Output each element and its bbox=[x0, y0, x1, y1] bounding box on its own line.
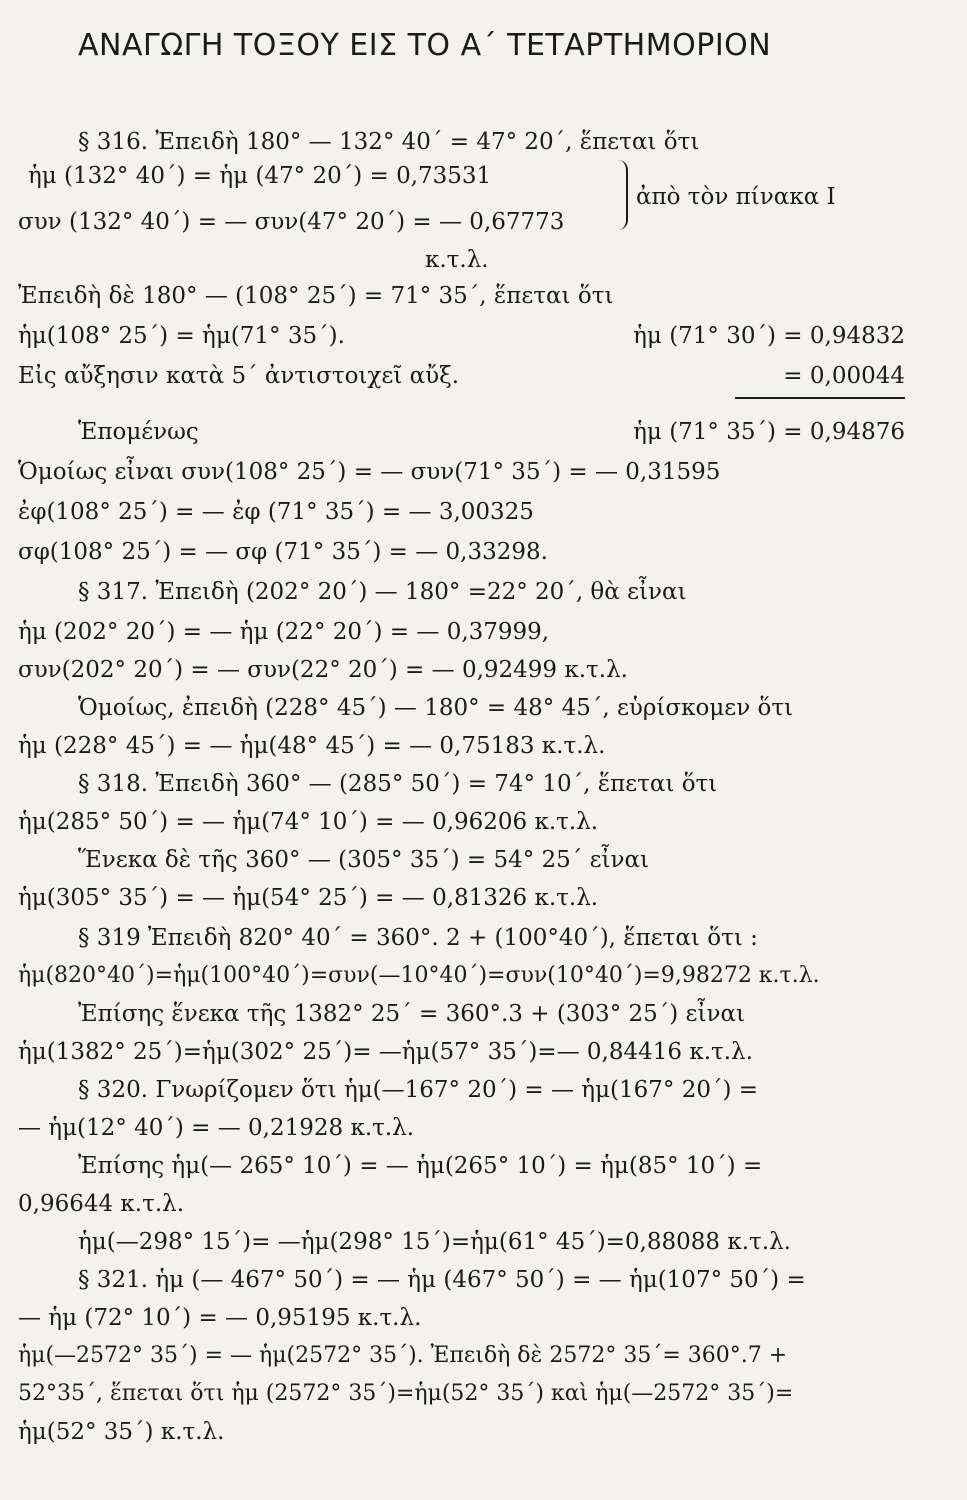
brace-note: ἀπὸ τὸν πίνακα I bbox=[636, 184, 836, 210]
text-line: Ὁμοίως, ἐπειδὴ (228° 45΄) — 180° = 48° 45΄, εὑρίσκομεν ὅτι bbox=[78, 695, 794, 721]
equation-line: ἡμ(305° 35΄) = — ἡμ(54° 25΄) = — 0,81326 κ.τ.λ. bbox=[18, 885, 599, 911]
equation-line: ἡμ(820°40΄)=ἡμ(100°40΄)=συν(—10°40΄)=συν(10°40΄)=9,98272 κ.τ.λ. bbox=[18, 963, 820, 988]
text-line: Εἰς αὔξησιν κατὰ 5΄ ἀντιστοιχεῖ αὔξ. bbox=[18, 363, 460, 389]
equation-line: ἡμ(108° 25΄) = ἡμ(71° 35΄). bbox=[18, 323, 345, 349]
equation-line: συν(202° 20΄) = — συν(22° 20΄) = — 0,92499 κ.τ.λ. bbox=[18, 657, 628, 683]
text-line: Ἐπίσης ἡμ(— 265° 10΄) = — ἡμ(265° 10΄) = ἡμ(85° 10΄) = bbox=[78, 1153, 763, 1179]
equation-line: ἡμ(1382° 25΄)=ἡμ(302° 25΄)= —ἡμ(57° 35΄)=— 0,84416 κ.τ.λ. bbox=[18, 1039, 753, 1065]
table-value-line: ἡμ (71° 30΄) = 0,94832 bbox=[633, 323, 905, 349]
increment-value: = 0,00044 bbox=[783, 363, 905, 389]
text-line: Ἐπειδὴ δὲ 180° — (108° 25΄) = 71° 35΄, ἕπεται ὅτι bbox=[18, 283, 614, 309]
equation-line: 0,96644 κ.τ.λ. bbox=[18, 1191, 185, 1217]
text-line: Ἕνεκα δὲ τῆς 360° — (305° 35΄) = 54° 25΄ εἶναι bbox=[78, 847, 650, 873]
text-line: Ἑπομένως bbox=[78, 419, 199, 445]
brace-mark bbox=[614, 160, 628, 230]
equation-line: ἐφ(108° 25΄) = — ἐφ (71° 35΄) = — 3,00325 bbox=[18, 499, 534, 525]
section-318-line: § 318. Ἐπειδὴ 360° — (285° 50΄) = 74° 10΄, ἕπεται ὅτι bbox=[78, 771, 718, 797]
equation-line: συν (132° 40΄) = — συν(47° 20΄) = — 0,67773 bbox=[18, 209, 565, 235]
text-line: Ἐπίσης ἕνεκα τῆς 1382° 25΄ = 360°.3 + (303° 25΄) εἶναι bbox=[78, 1001, 746, 1027]
equation-line: ἡμ (228° 45΄) = — ἡμ(48° 45΄) = — 0,75183 κ.τ.λ. bbox=[18, 733, 606, 759]
equation-line: Ὁμοίως εἶναι συν(108° 25΄) = — συν(71° 35΄) = — 0,31595 bbox=[18, 459, 721, 485]
section-320-line: § 320. Γνωρίζομεν ὅτι ἡμ(—167° 20΄) = — ἡμ(167° 20΄) = bbox=[78, 1077, 759, 1103]
equation-line: ἡμ(52° 35΄) κ.τ.λ. bbox=[18, 1419, 225, 1445]
result-value-line: ἡμ (71° 35΄) = 0,94876 bbox=[633, 419, 905, 445]
equation-line: ἡμ(—298° 15΄)= —ἡμ(298° 15΄)=ἡμ(61° 45΄)=0,88088 κ.τ.λ. bbox=[78, 1229, 791, 1255]
etc-line: κ.τ.λ. bbox=[425, 247, 489, 273]
equation-line: ἡμ(—2572° 35΄) = — ἡμ(2572° 35΄). Ἐπειδὴ δὲ 2572° 35΄= 360°.7 + bbox=[18, 1343, 788, 1368]
equation-line: ἡμ (202° 20΄) = — ἡμ (22° 20΄) = — 0,37999, bbox=[18, 619, 550, 645]
section-316-line: § 316. Ἐπειδὴ 180° — 132° 40΄ = 47° 20΄, ἕπεται ὅτι bbox=[78, 129, 700, 155]
equation-line: 52°35΄, ἕπεται ὅτι ἡμ (2572° 35΄)=ἡμ(52° 35΄) καὶ ἡμ(—2572° 35΄)= bbox=[18, 1381, 794, 1406]
equation-line: ἡμ(285° 50΄) = — ἡμ(74° 10΄) = — 0,96206 κ.τ.λ. bbox=[18, 809, 599, 835]
section-317-line: § 317. Ἐπειδὴ (202° 20΄) — 180° =22° 20΄, θὰ εἶναι bbox=[78, 579, 687, 605]
section-321-line: § 321. ἡμ (— 467° 50΄) = — ἡμ (467° 50΄) = — ἡμ(107° 50΄) = bbox=[78, 1267, 806, 1293]
equation-line: — ἡμ (72° 10΄) = — 0,95195 κ.τ.λ. bbox=[18, 1305, 422, 1331]
equation-line: σφ(108° 25΄) = — σφ (71° 35΄) = — 0,33298. bbox=[18, 539, 548, 565]
equation-line: — ἡμ(12° 40΄) = — 0,21928 κ.τ.λ. bbox=[18, 1115, 415, 1141]
sum-rule bbox=[735, 397, 905, 399]
equation-line: ἡμ (132° 40΄) = ἡμ (47° 20΄) = 0,73531 bbox=[28, 163, 492, 189]
page-title: ΑΝΑΓΩΓΗ ΤΟΞΟΥ ΕΙΣ ΤΟ Α΄ ΤΕΤΑΡΤΗΜΟΡΙΟΝ bbox=[78, 28, 772, 63]
section-319-line: § 319 Ἐπειδὴ 820° 40΄ = 360°. 2 + (100°40΄), ἕπεται ὅτι : bbox=[78, 925, 758, 951]
